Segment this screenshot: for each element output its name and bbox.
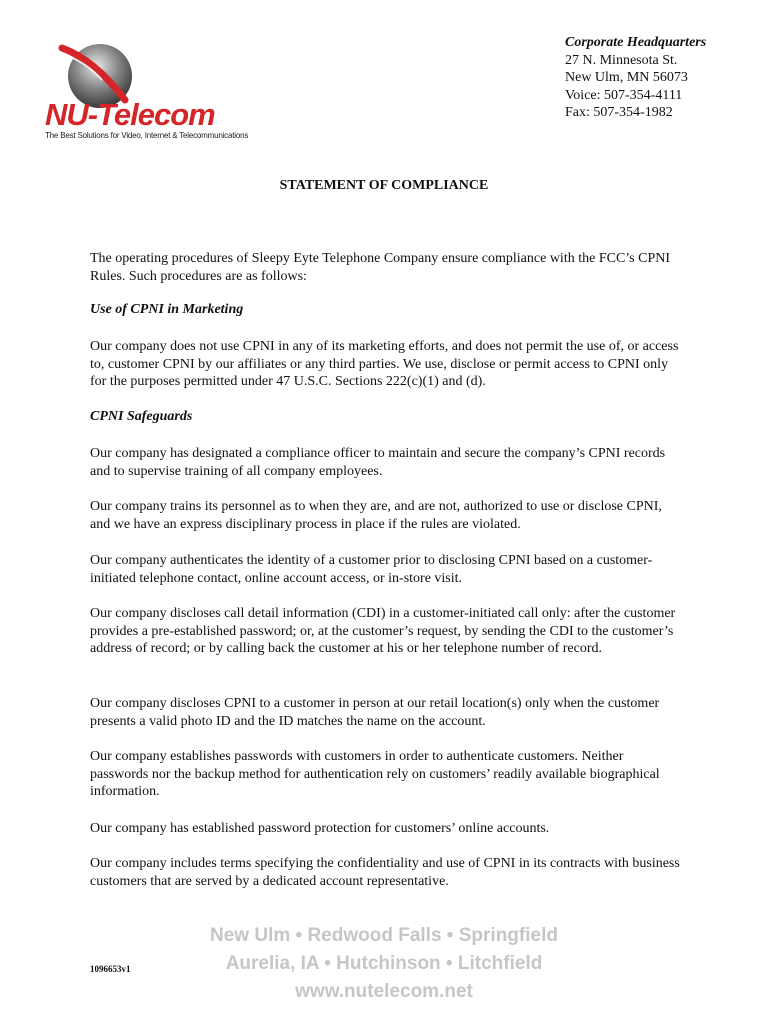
section-heading-marketing: Use of CPNI in Marketing	[90, 302, 244, 317]
logo-tagline: The Best Solutions for Video, Internet & Telecommunications	[45, 131, 249, 140]
hq-fax: Fax: 507-354-1982	[565, 105, 673, 120]
company-logo	[40, 40, 250, 150]
hq-street: 27 N. Minnesota St.	[565, 52, 678, 68]
footer-website: www.nutelecom.net	[295, 981, 473, 1002]
marketing-paragraph: Our company does not use CPNI in any of its marketing efforts, and does not permit the use of, or access to, customer CPNI by our affiliates or any third parties. We use, disclose or permit access to CPNI only for the purposes permitted under 47 U.S.C. Sections 222(c)(1) and (d).	[90, 339, 679, 389]
hq-voice: Voice: 507-354-4111	[565, 87, 683, 103]
headquarters-address	[565, 34, 706, 122]
footer-locations-2: Aurelia, IA • Hutchinson • Litchfield	[225, 953, 543, 974]
safeguards-paragraph-5: Our company discloses CPNI to a customer in person at our retail location(s) only when the customer presents a valid photo ID and the ID matches the name on the account.	[90, 696, 660, 729]
safeguards-paragraph-3: Our company authenticates the identity of a customer prior to disclosing CPNI based on a customer-initiated telephone contact, online account access, or in-store visit.	[90, 553, 653, 586]
safeguards-paragraph-4: Our company discloses call detail information (CDI) in a customer-initiated call only: after the customer provides a pre-established password; or, at the customer’s request, by sending the CDI to the customer’s address of record; or by calling back the customer at his or her telephone number of record.	[90, 606, 676, 656]
footer-locations-1: New Ulm • Redwood Falls • Springfield	[210, 925, 558, 946]
section-heading-safeguards: CPNI Safeguards	[90, 409, 193, 424]
safeguards-paragraph-8: Our company includes terms specifying the confidentiality and use of CPNI in its contracts with business customers that are served by a dedicated account representative.	[90, 856, 680, 889]
hq-city: New Ulm, MN 56073	[565, 70, 688, 85]
safeguards-paragraph-1: Our company has designated a compliance officer to maintain and secure the company’s CPNI records and to supervise training of all company employees.	[90, 446, 666, 479]
safeguards-paragraph-6: Our company establishes passwords with customers in order to authenticate customers. Neither passwords nor the backup method for authentication rely on customers’ readily available biographical information.	[90, 749, 660, 799]
safeguards-paragraph-2: Our company trains its personnel as to when they are, and are not, authorized to use or disclose CPNI, and we have an express disciplinary process in place if the rules are violated.	[90, 499, 662, 532]
intro-paragraph: The operating procedures of Sleepy Eyte Telephone Company ensure compliance with the FCC’s CPNI Rules. Such procedures are as follows:	[90, 251, 671, 284]
hq-title: Corporate Headquarters	[565, 35, 707, 50]
document-id: 1096653v1	[90, 964, 131, 974]
document-title: STATEMENT OF COMPLIANCE	[279, 178, 489, 193]
safeguards-paragraph-7: Our company has established password protection for customers’ online accounts.	[90, 821, 550, 836]
logo-wordmark: NU-Telecom	[45, 97, 215, 132]
